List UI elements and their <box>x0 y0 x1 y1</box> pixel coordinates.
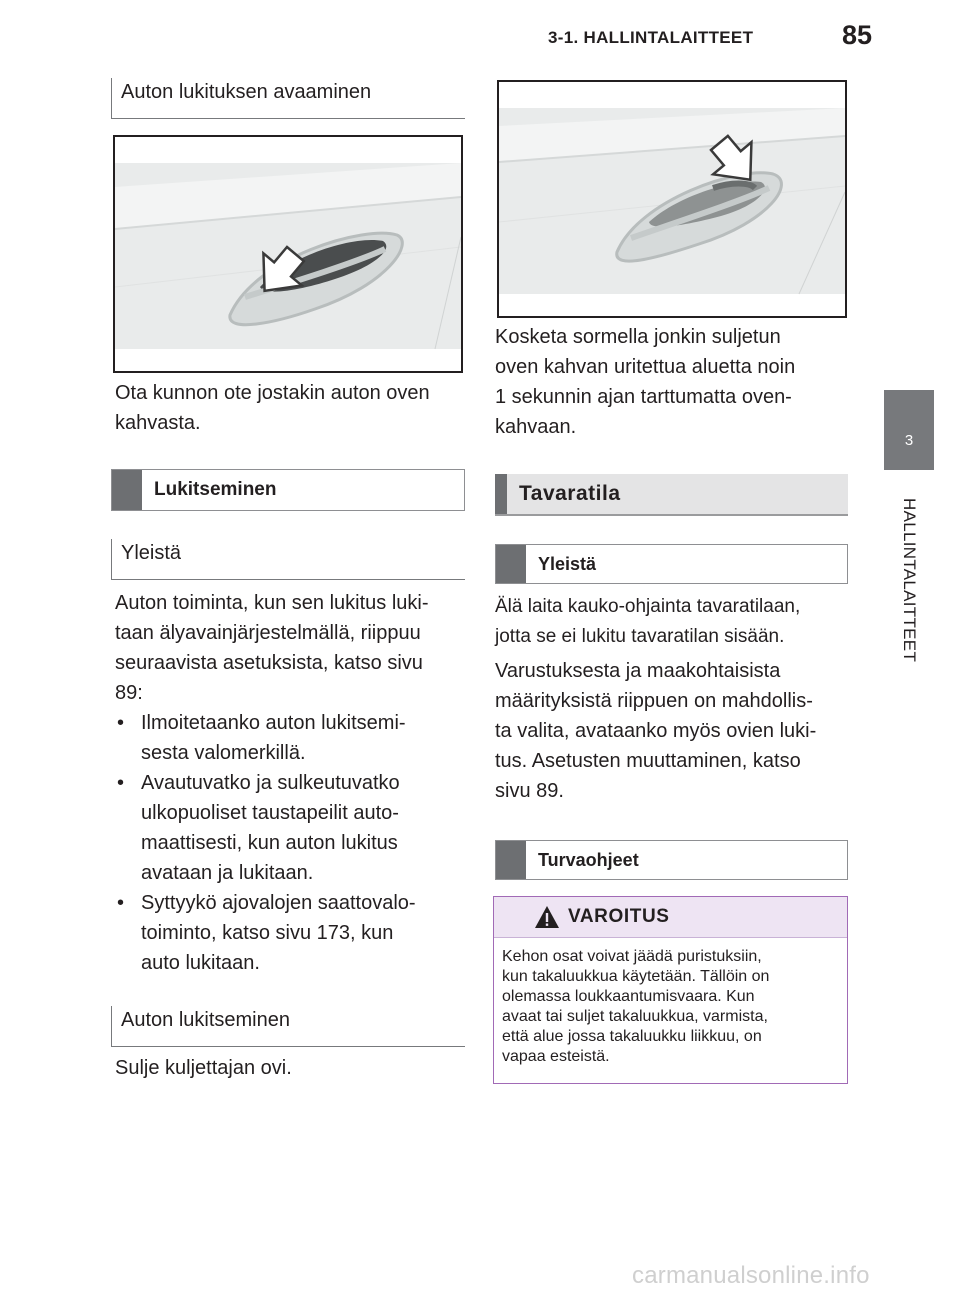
bullet-line: sesta valomerkillä. <box>141 742 306 764</box>
locking-intro <box>115 588 465 708</box>
subheading-unlocking-label: Auton lukituksen avaaminen <box>121 81 372 103</box>
watermark: carmanualsonline.info <box>632 1262 870 1289</box>
warning-line: että alue jossa takaluukku liikkuu, on <box>502 1028 762 1045</box>
trunk-line: ta valita, avataanko myös ovien luki- <box>495 720 817 742</box>
list-item <box>115 708 465 768</box>
heading-safety <box>495 840 848 880</box>
chapter-tab <box>884 390 934 470</box>
unlocking-caption <box>115 378 465 438</box>
intro-line: seuraavista asetuksista, katso sivu <box>115 652 423 674</box>
warning-divider <box>494 937 847 938</box>
heading-safety-label: Turvaohjeet <box>538 849 639 870</box>
warning-line: kun takaluukkua käytetään. Tällöin on <box>502 968 770 985</box>
heading-trunk <box>495 474 848 516</box>
trunk-line: Varustuksesta ja maakohtaisista <box>495 660 781 682</box>
trunk-line: määrityksistä riippuen on mahdollis- <box>495 690 813 712</box>
touch-line: Kosketa sormella jonkin suljetun <box>495 326 781 348</box>
subheading-general-left <box>111 539 465 580</box>
intro-line: Auton toiminta, kun sen lukitus luki- <box>115 592 429 614</box>
door-handle-grip-illustration <box>115 137 461 371</box>
warning-box <box>493 896 848 1084</box>
heading-locking <box>111 469 465 511</box>
touch-line: oven kahvan uritettua aluetta noin <box>495 356 796 378</box>
chapter-number: 3 <box>904 432 914 449</box>
touch-text <box>495 322 850 442</box>
heading-block <box>496 841 526 879</box>
door-handle-touch-illustration <box>499 82 845 316</box>
caption-line: kahvasta. <box>115 412 201 434</box>
intro-line: 89: <box>115 682 143 704</box>
trunk-line: Älä laita kauko-ohjainta tavaratilaan, <box>495 596 801 617</box>
touch-line: 1 sekunnin ajan tarttumatta oven- <box>495 386 792 408</box>
heading-general-right-label: Yleistä <box>538 553 597 574</box>
caption-line: Ota kunnon ote jostakin auton oven <box>115 382 430 404</box>
list-item <box>115 768 465 888</box>
heading-locking-label: Lukitseminen <box>154 479 277 500</box>
warning-line: avaat tai suljet takaluukkua, varmista, <box>502 1008 768 1025</box>
bullet-line: • Avautuvatko ja sulkeutuvatko <box>141 772 400 794</box>
heading-block <box>496 545 526 583</box>
list-item <box>115 888 465 978</box>
subheading-car-locking <box>111 1006 465 1047</box>
trunk-paragraph-1 <box>495 592 850 652</box>
locking-bullet-list <box>115 708 465 978</box>
warning-triangle-icon <box>534 905 560 929</box>
warning-line: vapaa esteistä. <box>502 1048 610 1065</box>
bullet-line: maattisesti, kun auton lukitus <box>141 832 398 854</box>
door-handle-grip-figure <box>113 135 463 373</box>
warning-line: olemassa loukkaantumisvaara. Kun <box>502 988 755 1005</box>
bullet-line: • Ilmoitetaanko auton lukitsemi- <box>141 712 406 734</box>
touch-line: kahvaan. <box>495 416 577 438</box>
warning-text <box>502 947 837 1067</box>
bullet-line: auto lukitaan. <box>141 952 260 974</box>
page-number: 85 <box>842 20 873 50</box>
trunk-line: tus. Asetusten muuttaminen, katso <box>495 750 801 772</box>
bullet-line: toiminto, katso sivu 173, kun <box>141 922 394 944</box>
warning-line: Kehon osat voivat jäädä puristuksiin, <box>502 948 762 965</box>
trunk-paragraph-2 <box>495 656 850 806</box>
section-title: 3-1. HALLINTALAITTEET <box>548 28 754 47</box>
subheading-car-locking-label: Auton lukitseminen <box>121 1009 290 1031</box>
heading-block <box>495 474 507 514</box>
subheading-unlocking <box>111 78 465 119</box>
warning-label: VAROITUS <box>568 906 670 927</box>
trunk-line: jotta se ei lukitu tavaratilan sisään. <box>495 626 785 647</box>
trunk-line: sivu 89. <box>495 780 564 802</box>
chapter-side-title: HALLINTALAITTEET <box>900 498 919 663</box>
intro-line: taan älyavainjärjestelmällä, riippuu <box>115 622 421 644</box>
subheading-general-label: Yleistä <box>121 542 182 564</box>
heading-trunk-label: Tavaratila <box>519 482 621 505</box>
door-handle-touch-figure <box>497 80 847 318</box>
warning-header <box>494 897 847 937</box>
heading-general-right <box>495 544 848 584</box>
car-locking-text: Sulje kuljettajan ovi. <box>115 1057 292 1079</box>
bullet-line: • Syttyykö ajovalojen saattovalo- <box>141 892 416 914</box>
bullet-line: ulkopuoliset taustapeilit auto- <box>141 802 399 824</box>
bullet-line: avataan ja lukitaan. <box>141 862 314 884</box>
heading-block <box>112 470 142 510</box>
